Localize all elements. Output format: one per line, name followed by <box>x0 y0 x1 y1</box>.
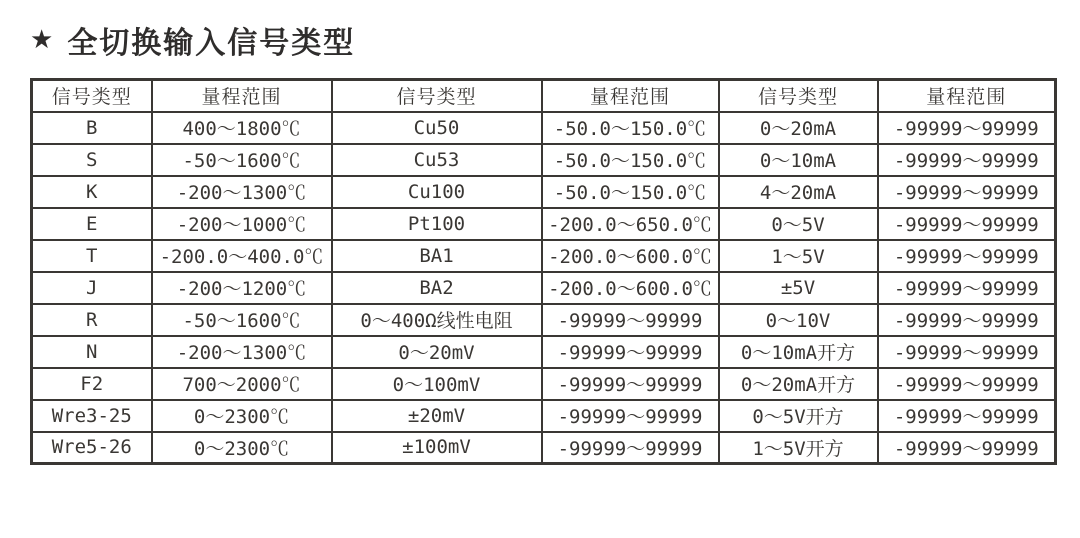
table-cell: -200.0～400.0℃ <box>152 240 332 272</box>
table-cell: J <box>32 272 152 304</box>
table-cell: S <box>32 144 152 176</box>
table-cell: 400～1800℃ <box>152 112 332 144</box>
column-header: 信号类型 <box>719 80 878 112</box>
star-icon: ★ <box>30 25 54 55</box>
table-cell: -200～1300℃ <box>152 336 332 368</box>
table-cell: 700～2000℃ <box>152 368 332 400</box>
table-cell: 0～5V <box>719 208 878 240</box>
table-cell: Cu100 <box>332 176 542 208</box>
table-row <box>32 336 1056 368</box>
table-cell: Wre5-26 <box>32 432 152 464</box>
table-cell: -200.0～600.0℃ <box>542 272 719 304</box>
table-cell: Cu50 <box>332 112 542 144</box>
table-cell: K <box>32 176 152 208</box>
column-header: 量程范围 <box>152 80 332 112</box>
table-cell: B <box>32 112 152 144</box>
table-cell: 1～5V <box>719 240 878 272</box>
table-cell: -99999～99999 <box>542 400 719 432</box>
table-cell: 0～20mA开方 <box>719 368 878 400</box>
table-cell: -99999～99999 <box>542 304 719 336</box>
table-body <box>32 112 1056 464</box>
table-cell: -99999～99999 <box>878 112 1056 144</box>
table-cell: -200～1300℃ <box>152 176 332 208</box>
table-cell: -99999～99999 <box>878 272 1056 304</box>
table-row <box>32 112 1056 144</box>
table-cell: 0～20mA <box>719 112 878 144</box>
table-cell: 0～5V开方 <box>719 400 878 432</box>
table-cell: 0～10mA开方 <box>719 336 878 368</box>
table-cell: 0～2300℃ <box>152 400 332 432</box>
table-header-row <box>32 80 1056 112</box>
table-row <box>32 208 1056 240</box>
column-header: 量程范围 <box>878 80 1056 112</box>
table-cell: -99999～99999 <box>878 400 1056 432</box>
table-cell: BA1 <box>332 240 542 272</box>
table-row <box>32 176 1056 208</box>
table-cell: R <box>32 304 152 336</box>
column-header: 信号类型 <box>332 80 542 112</box>
table-cell: F2 <box>32 368 152 400</box>
table-cell: T <box>32 240 152 272</box>
table-cell: -99999～99999 <box>542 336 719 368</box>
table-cell: -99999～99999 <box>878 208 1056 240</box>
table-cell: BA2 <box>332 272 542 304</box>
table-row <box>32 432 1056 464</box>
table-row <box>32 400 1056 432</box>
table-cell: -50.0～150.0℃ <box>542 112 719 144</box>
table-row <box>32 144 1056 176</box>
signal-type-table <box>30 78 1057 465</box>
table-cell: -50～1600℃ <box>152 144 332 176</box>
table-cell: ±20mV <box>332 400 542 432</box>
table-cell: -99999～99999 <box>878 176 1056 208</box>
table-cell: E <box>32 208 152 240</box>
table-cell: 0～100mV <box>332 368 542 400</box>
table-cell: -50.0～150.0℃ <box>542 144 719 176</box>
table-cell: -50.0～150.0℃ <box>542 176 719 208</box>
table-cell: Pt100 <box>332 208 542 240</box>
table-cell: -99999～99999 <box>878 304 1056 336</box>
section-title-text: 全切换输入信号类型 <box>67 26 356 61</box>
table-cell: -99999～99999 <box>878 368 1056 400</box>
table-row <box>32 368 1056 400</box>
table-cell: -99999～99999 <box>542 368 719 400</box>
table-cell: Wre3-25 <box>32 400 152 432</box>
table-cell: 0～2300℃ <box>152 432 332 464</box>
table-cell: Cu53 <box>332 144 542 176</box>
table-cell: ±5V <box>719 272 878 304</box>
table-row <box>32 272 1056 304</box>
column-header: 信号类型 <box>32 80 152 112</box>
table-cell: -200.0～650.0℃ <box>542 208 719 240</box>
table-cell: -50～1600℃ <box>152 304 332 336</box>
table-cell: -99999～99999 <box>878 144 1056 176</box>
table-cell: 0～10mA <box>719 144 878 176</box>
table-cell: 0～400Ω线性电阻 <box>332 304 542 336</box>
table-cell: -99999～99999 <box>878 240 1056 272</box>
table-cell: -99999～99999 <box>878 336 1056 368</box>
table-cell: -200～1200℃ <box>152 272 332 304</box>
table-cell: -99999～99999 <box>878 432 1056 464</box>
column-header: 量程范围 <box>542 80 719 112</box>
table-cell: 1～5V开方 <box>719 432 878 464</box>
table-cell: 0～20mV <box>332 336 542 368</box>
table-cell: -200.0～600.0℃ <box>542 240 719 272</box>
table-cell: N <box>32 336 152 368</box>
table-cell: 4～20mA <box>719 176 878 208</box>
table-row <box>32 240 1056 272</box>
table-cell: -99999～99999 <box>542 432 719 464</box>
table-row <box>32 304 1056 336</box>
table-cell: 0～10V <box>719 304 878 336</box>
table-cell: ±100mV <box>332 432 542 464</box>
table-cell: -200～1000℃ <box>152 208 332 240</box>
section-title <box>30 18 355 62</box>
